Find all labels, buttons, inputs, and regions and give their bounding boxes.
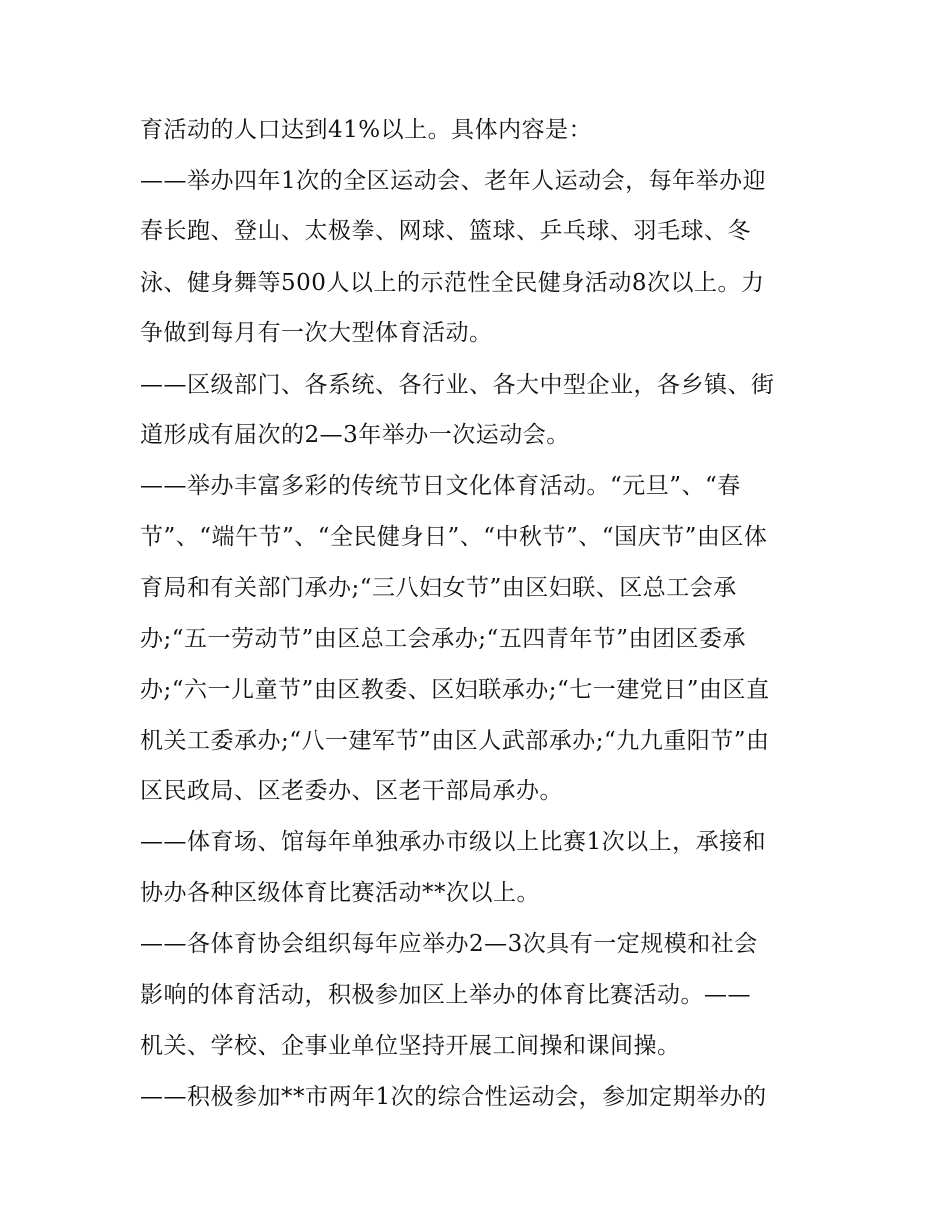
text-line: ——举办四年1次的全区运动会、老年人运动会，每年举办迎 <box>140 168 767 194</box>
text-line: ——区级部门、各系统、各行业、各大中型企业，各乡镇、街 <box>140 372 775 398</box>
text-line: 办;“六一儿童节”由区教委、区妇联承办;“七一建党日”由区直 <box>140 677 770 703</box>
text-line: 争做到每月有一次大型体育活动。 <box>140 320 493 346</box>
text-line: 影响的体育活动，积极参加区上举办的体育比赛活动。—— <box>140 982 751 1008</box>
text-line: ——体育场、馆每年单独承办市级以上比赛1次以上，承接和 <box>140 829 767 855</box>
text-line: 育活动的人口达到41%以上。具体内容是： <box>140 117 593 143</box>
text-line: 区民政局、区老委办、区老干部局承办。 <box>140 778 563 804</box>
text-line: ——积极参加**市两年1次的综合性运动会，参加定期举办的 <box>140 1084 767 1110</box>
text-line: 泳、健身舞等500人以上的示范性全民健身活动8次以上。力 <box>140 270 765 296</box>
text-line: ——举办丰富多彩的传统节日文化体育活动。“元旦”、“春 <box>140 473 741 499</box>
text-line: 机关、学校、企事业单位坚持开展工间操和课间操。 <box>140 1033 681 1059</box>
text-line: 育局和有关部门承办;“三八妇女节”由区妇联、区总工会承 <box>140 575 737 601</box>
text-line: 机关工委承办;“八一建军节”由区人武部承办;“九九重阳节”由 <box>140 728 770 754</box>
text-line: 协办各种区级体育比赛活动**次以上。 <box>140 880 540 906</box>
text-line: 办;“五一劳动节”由区总工会承办;“五四青年节”由团区委承 <box>140 626 747 652</box>
text-line: 春长跑、登山、太极拳、网球、篮球、乒乓球、羽毛球、冬 <box>140 218 751 244</box>
text-line: 道形成有届次的2—3年举办一次运动会。 <box>140 422 570 448</box>
text-line: 节”、“端午节”、“全民健身日”、“中秋节”、“国庆节”由区体 <box>140 524 768 550</box>
text-line: ——各体育协会组织每年应举办2—3次具有一定规模和社会 <box>140 931 758 957</box>
